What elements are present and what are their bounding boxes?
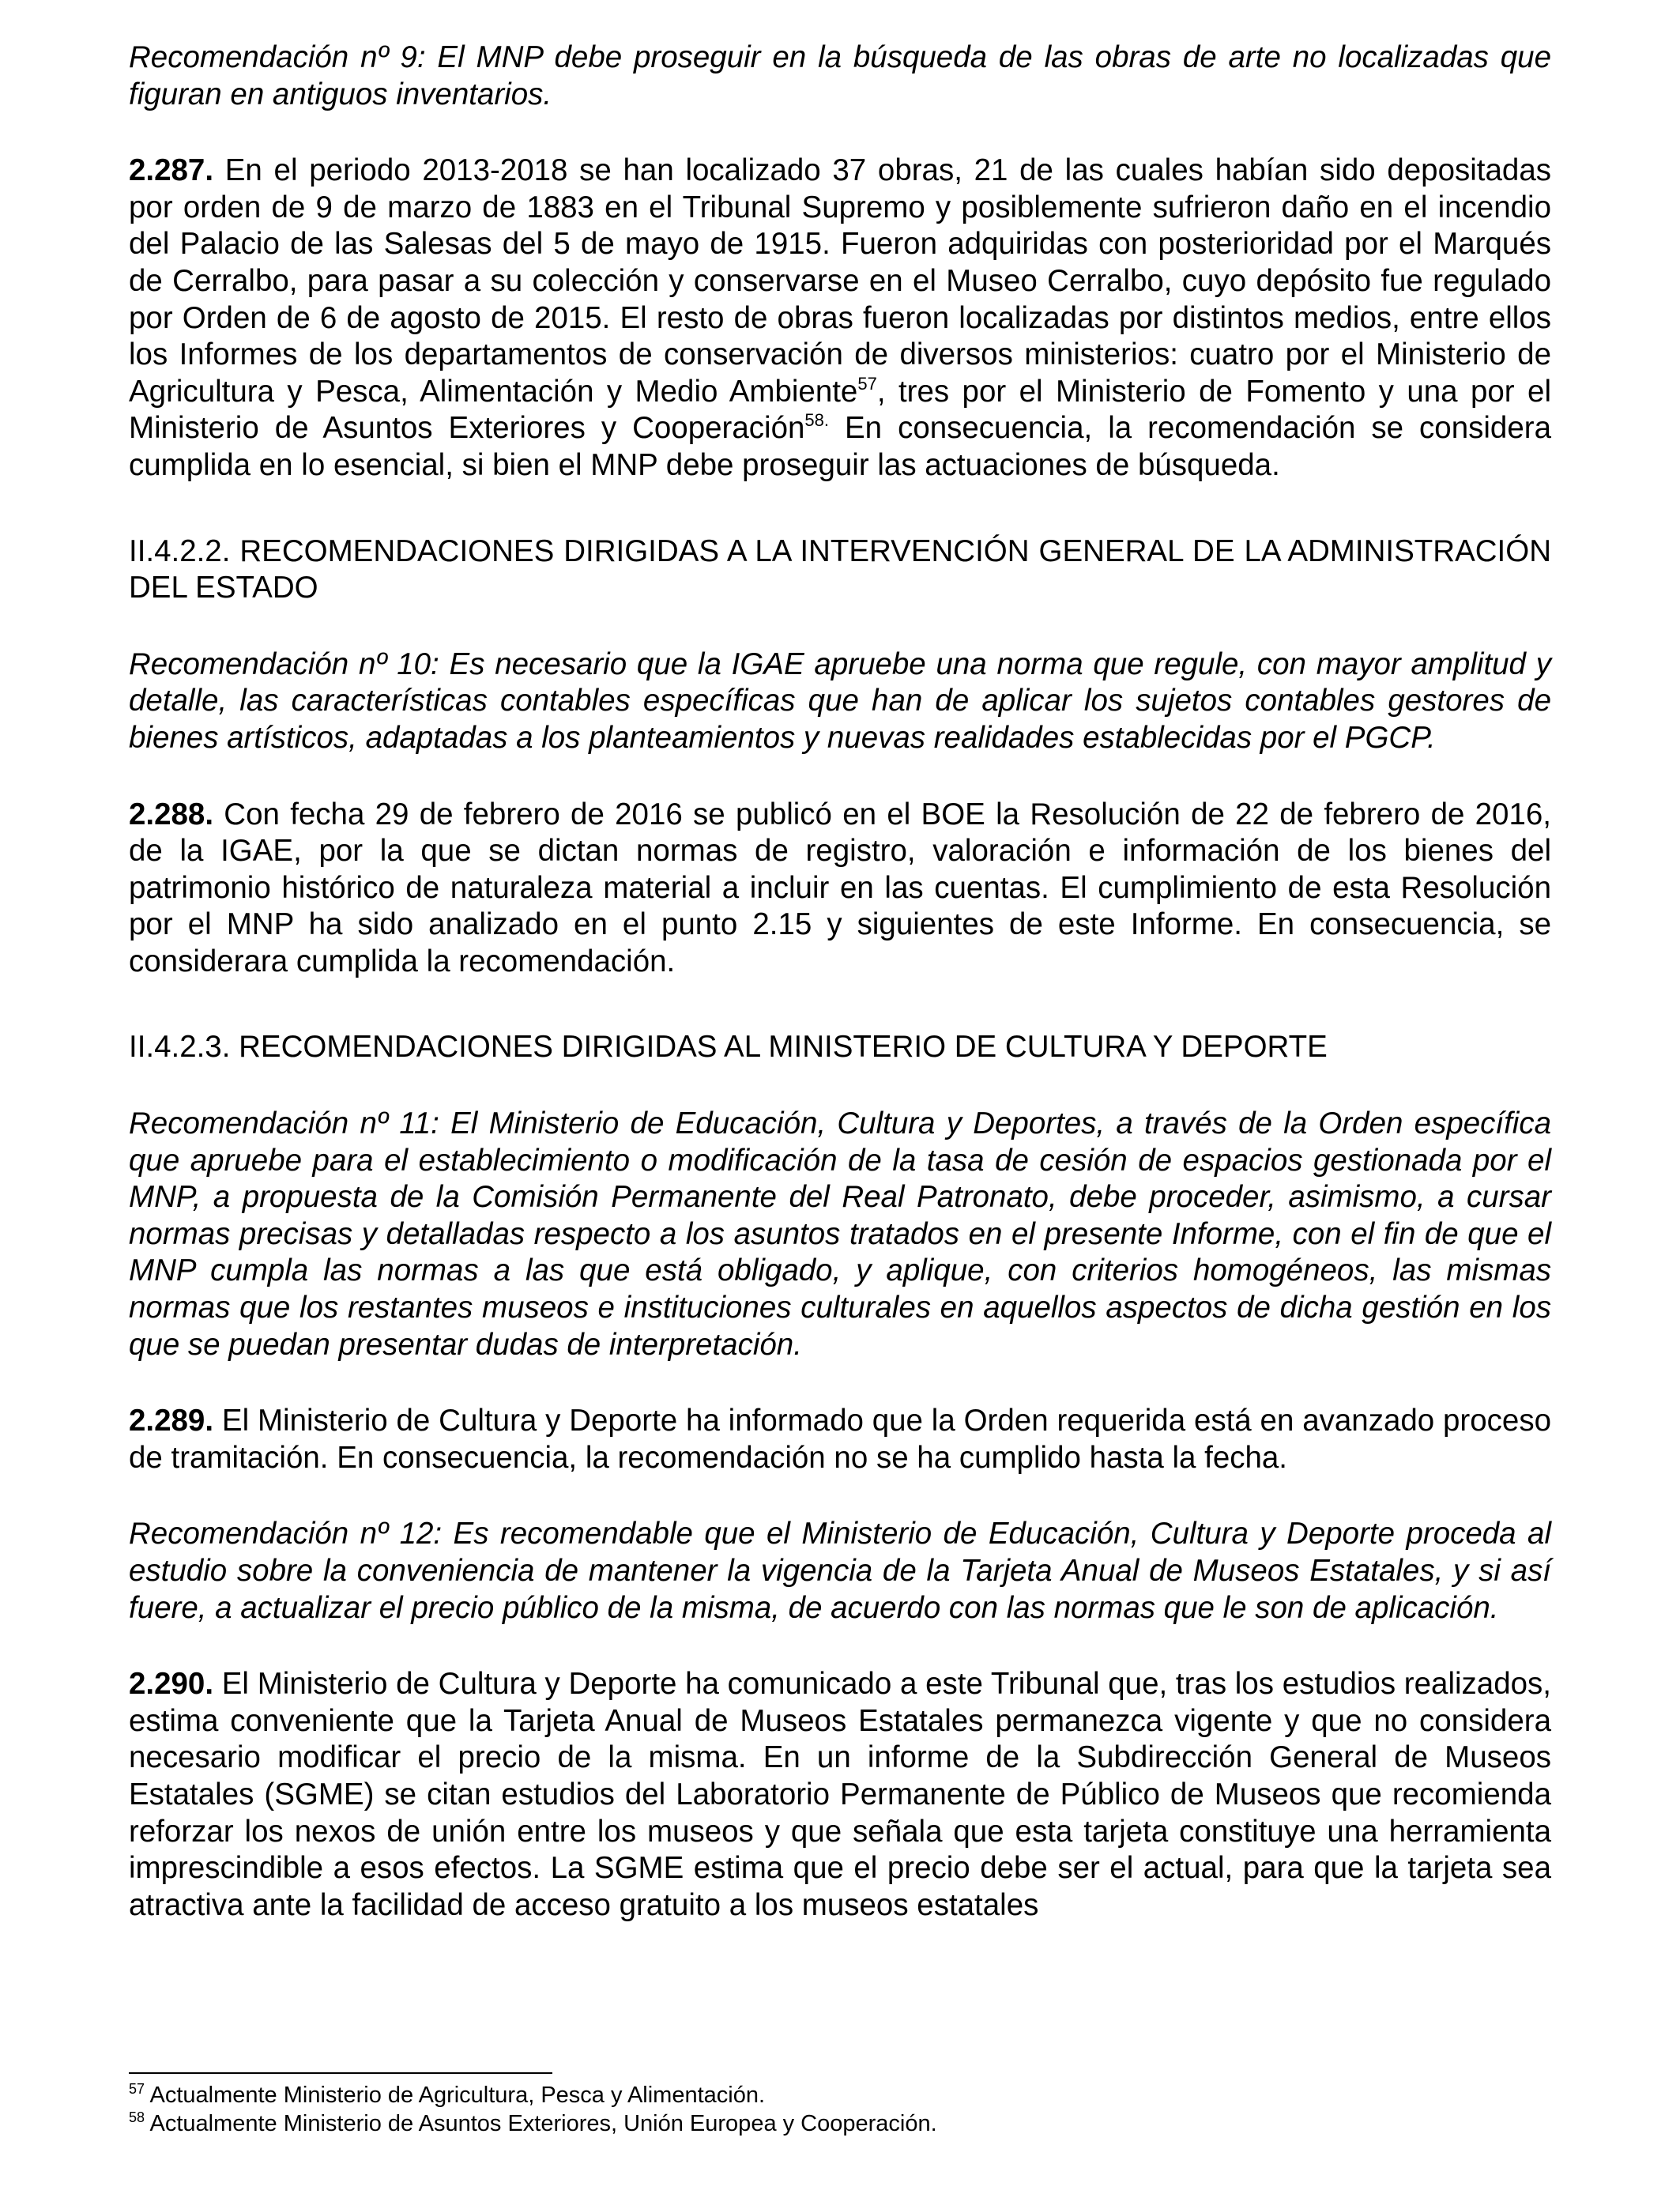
paragraph-text: El Ministerio de Cultura y Deporte ha informado que la Orden requerida está en avanzado proceso de tramitación. En consecuencia, la recomendación no se ha cumplido hasta la fecha. <box>129 1404 1551 1475</box>
paragraph-text: , tres por el Ministerio de Fomento y una por el Ministerio de Asuntos Exteriores y Cooperación <box>129 374 1551 446</box>
paragraph-number: 2.290. <box>129 1667 214 1702</box>
footnote-ref-57: 57 <box>857 373 877 394</box>
footnote-57 <box>129 2081 1551 2109</box>
footnotes <box>129 2081 1551 2138</box>
paragraph-text: Con fecha 29 de febrero de 2016 se publicó en el BOE la Resolución de 22 de febrero de 2016, de la IGAE, por la que se dictan normas de registro, valoración e información de los bienes del patrimonio histórico de naturaleza material a incluir en las cuentas. El cumplimiento de esta Resolución por el MNP ha sido analizado en el punto 2.15 y siguientes de este Informe. En consecuencia, se considerara cumplida la recomendación. <box>129 797 1551 978</box>
paragraph-2-288 <box>129 797 1551 981</box>
paragraph-2-289 <box>129 1403 1551 1476</box>
footnote-mark: 57 <box>129 2081 145 2097</box>
footnote-mark: 58 <box>129 2109 145 2125</box>
recommendation-9: Recomendación nº 9: El MNP debe proseguir en la búsqueda de las obras de arte no localizadas que figuran en antiguos inventarios. <box>129 40 1551 111</box>
paragraph-text: En el periodo 2013-2018 se han localizado 37 obras, 21 de las cuales habían sido depositadas por orden de 9 de marzo de 1883 en el Tribunal Supremo y posiblemente sufrieron daño en el incendio del Palacio de las Salesas del 5 de mayo de 1915. Fueron adquiridas con posterioridad por el Marqués de Cerralbo, para pasar a su colección y conservarse en el Museo Cerralbo, cuyo depósito fue regulado por Orden de 6 de agosto de 2015. El resto de obras fueron localizadas por distintos medios, entre ellos los Informes de los departamentos de conservación de diversos ministerios: cuatro por el Ministerio de Agricultura y Pesca, Alimentación y Medio Ambiente <box>129 153 1551 409</box>
footnote-text: Actualmente Ministerio de Asuntos Exteriores, Unión Europea y Cooperación. <box>145 2111 937 2136</box>
recommendation-11: Recomendación nº 11: El Ministerio de Educación, Cultura y Deportes, a través de la Orden específica que apruebe para el establecimiento o modificación de la tasa de cesión de espacios gestionada por el MNP, a propuesta de la Comisión Permanente del Real Patronato, debe proceder, asimismo, a cursar normas precisas y detalladas respecto a los asuntos tratados en el presente Informe, con el fin de que el MNP cumpla las normas a las que está obligado, y aplique, con criterios homogéneos, las mismas normas que los restantes museos e instituciones culturales en aquellos aspectos de dicha gestión en los que se puedan presentar dudas de interpretación. <box>129 1106 1551 1362</box>
footnote-58 <box>129 2109 1551 2138</box>
footnote-separator <box>129 2072 552 2074</box>
paragraph-2-290 <box>129 1666 1551 1924</box>
recommendation-10: Recomendación nº 10: Es necesario que la IGAE apruebe una norma que regule, con mayor amplitud y detalle, las características contables específicas que han de aplicar los sujetos contables gestores de bienes artísticos, adaptadas a los planteamientos y nuevas realidades establecidas por el PGCP. <box>129 647 1551 755</box>
paragraph-number: 2.289. <box>129 1404 214 1438</box>
paragraph-text: El Ministerio de Cultura y Deporte ha comunicado a este Tribunal que, tras los estudios realizados, estima conveniente que la Tarjeta Anual de Museos Estatales permanezca vigente y que no considera necesario modificar el precio de la misma. En un informe de la Subdirección General de Museos Estatales (SGME) se citan estudios del Laboratorio Permanente de Público de Museos que recomienda reforzar los nexos de unión entre los museos y que señala que esta tarjeta constituye una herramienta imprescindible a esos efectos. La SGME estima que el precio debe ser el actual, para que la tarjeta sea atractiva ante la facilidad de acceso gratuito a los museos estatales <box>129 1667 1551 1922</box>
paragraph-text: En consecuencia, la recomendación se considera cumplida en lo esencial, si bien el MNP debe proseguir las actuaciones de búsqueda. <box>129 411 1551 482</box>
document-page <box>129 40 1551 1924</box>
section-heading-ii-4-2-3: II.4.2.3. RECOMENDACIONES DIRIGIDAS AL MINISTERIO DE CULTURA Y DEPORTE <box>129 1030 1328 1065</box>
footnote-text: Actualmente Ministerio de Agricultura, Pesca y Alimentación. <box>145 2083 766 2108</box>
section-heading-ii-4-2-2: II.4.2.2. RECOMENDACIONES DIRIGIDAS A LA INTERVENCIÓN GENERAL DE LA ADMINISTRACIÓN DEL ESTADO <box>129 533 1551 605</box>
paragraph-number: 2.287. <box>129 153 214 188</box>
footnote-ref-58: 58. <box>804 410 829 431</box>
paragraph-number: 2.288. <box>129 797 214 831</box>
recommendation-12: Recomendación nº 12: Es recomendable que el Ministerio de Educación, Cultura y Deporte proceda al estudio sobre la conveniencia de mantener la vigencia de la Tarjeta Anual de Museos Estatales, y si así fuere, a actualizar el precio público de la misma, de acuerdo con las normas que le son de aplicación. <box>129 1517 1551 1625</box>
paragraph-2-287 <box>129 153 1551 484</box>
